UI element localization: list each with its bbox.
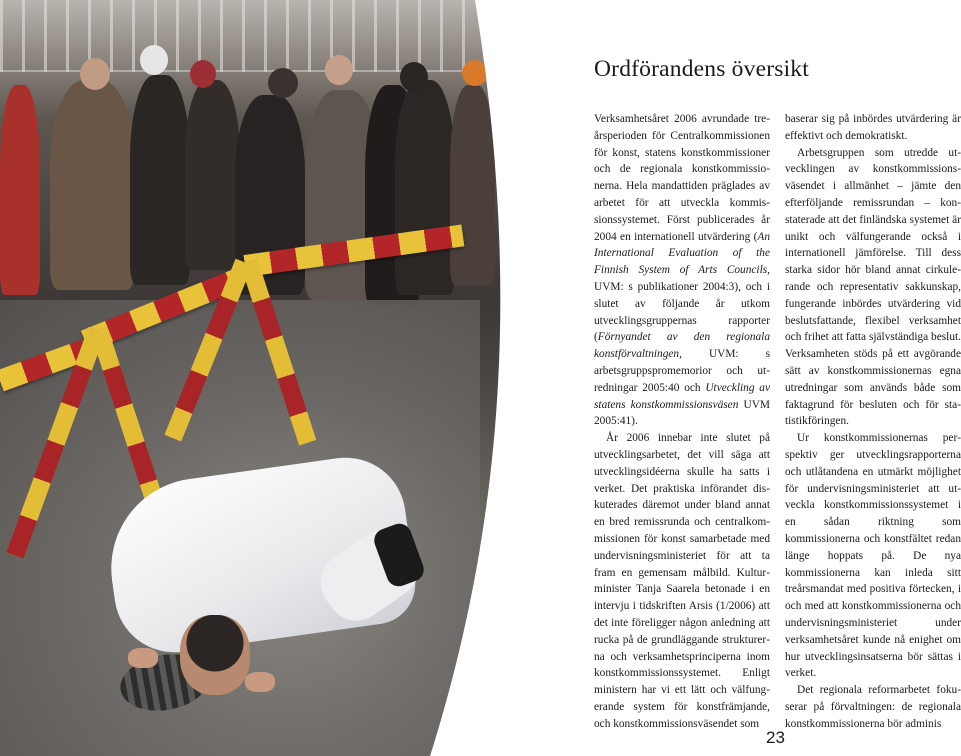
crowd-head: [462, 60, 488, 86]
crowd-person: [50, 80, 135, 290]
paragraph-text: UVM 2005:41).: [594, 398, 770, 428]
crowd-person: [450, 85, 495, 285]
publication-title: An International Evaluation of the Finnish System of Arts Councils: [594, 230, 770, 277]
paragraph: Det regionala reformarbetet fokuserar på förvaltningen: de regionala konstkommissionerna bör adminis: [785, 684, 961, 730]
performer-head: [180, 615, 250, 695]
paragraph: År 2006 innebar inte slutet på utvecklingsarbetet, det vill säga att utvecklingsidéerna skulle ha satts i verket. Det praktiska införandet diskuterades däremot under bland annat en bred remissrunda och centralkommissionen för konst samarbetade med undervisningsministeriet för att ta fram en gemensam målbild. Kulturminister Tanja Saarela betonade i en intervju i tidskriften Arsis (1/2006) att det inte föreligger någon anledning att rucka på de grundläggande strukturerna och verksamhetsprinciperna inom konstkommissionssystemet. Enligt ministern har vi ett lätt och välfungerande system för konstfrämjande, och konstkommissionsväsendet som: [594, 432, 770, 730]
publication-title: Förnyandet av den regionala konstförvaltningen: [594, 331, 770, 361]
paragraph: [594, 111, 770, 430]
paragraph-text: , UVM: s publikationer 2004:3), och i slutet av följande år utkom utvecklingsgruppernas rapporter (: [594, 264, 770, 344]
crowd-head: [190, 60, 216, 88]
crowd-head: [400, 62, 428, 92]
page-title: Ordförandens översikt: [594, 56, 809, 82]
crowd-head: [80, 58, 110, 90]
crowd-person: [395, 80, 455, 295]
paragraph-text: Verksamhetsåret 2006 avrundade treårsperioden för Centralkommissionen för konst, statens konstkommissioner och de regionala konstkommissionerna. Hela mandattiden präglades av arbetet för att utveckla kommissionssystemet. Först publicerades år 2004 en internationell utvärdering (: [594, 113, 770, 243]
paragraph: Arbetsgruppen som utredde utvecklingen av konstkommissionsväsendet i allmänhet – jämte den efterföljande remissrundan – konstaterade att det finländska systemet är unikt och välfungerande också i internationell jämförelse. Till dess starka sidor hör bland annat cirkulerande och representativ sakkunskap, fungerande inbördes utvärdering vid beslutsfattande, flexibel verksamhet och frihet att fatta självständiga beslut. Verksamheten stöds på ett avgörande sätt av konstkommissionernas egna utredningar som används både som faktagrund för besluten och för statistikföringen.: [785, 146, 961, 428]
paragraph: Ur konstkommissionernas perspektiv ger utvecklingsrapporterna och utlåtandena en utmärkt möjlighet för undervisningsministeriet att utveckla konstkommissionssystemet i en sådan riktning som kommissionerna och konstfältet redan länge hoppats på. De nya kommissionerna kan inleda sitt treårsmandat med positiva förtecken, i och med att konstkommissionerna och undervisningsministeriet under verksamhetsåret kunde nå enighet om hur utvecklingsinsatserna bör sättas i verket.: [785, 432, 961, 680]
crowd-head: [325, 55, 353, 85]
background-fence: [0, 0, 480, 72]
paragraph: baserar sig på inbördes utvärdering är effektivt och demokratiskt.: [785, 113, 961, 142]
crowd-person: [130, 75, 190, 285]
performer-hand: [245, 672, 275, 692]
crowd-person: [185, 80, 240, 270]
publication-title: Utveckling av statens konstkommissionsväsen: [594, 381, 770, 411]
performer-hand: [128, 648, 158, 668]
crowd-person: [0, 85, 40, 295]
text-column-left: [594, 111, 770, 732]
crowd-head: [140, 45, 168, 75]
text-column-right: [785, 111, 961, 732]
paragraph-text: , UVM: s arbetsgruppspromemorior och utredningar 2005:40 och: [594, 348, 770, 394]
page-number: 23: [766, 728, 785, 747]
crowd-head: [268, 68, 298, 98]
